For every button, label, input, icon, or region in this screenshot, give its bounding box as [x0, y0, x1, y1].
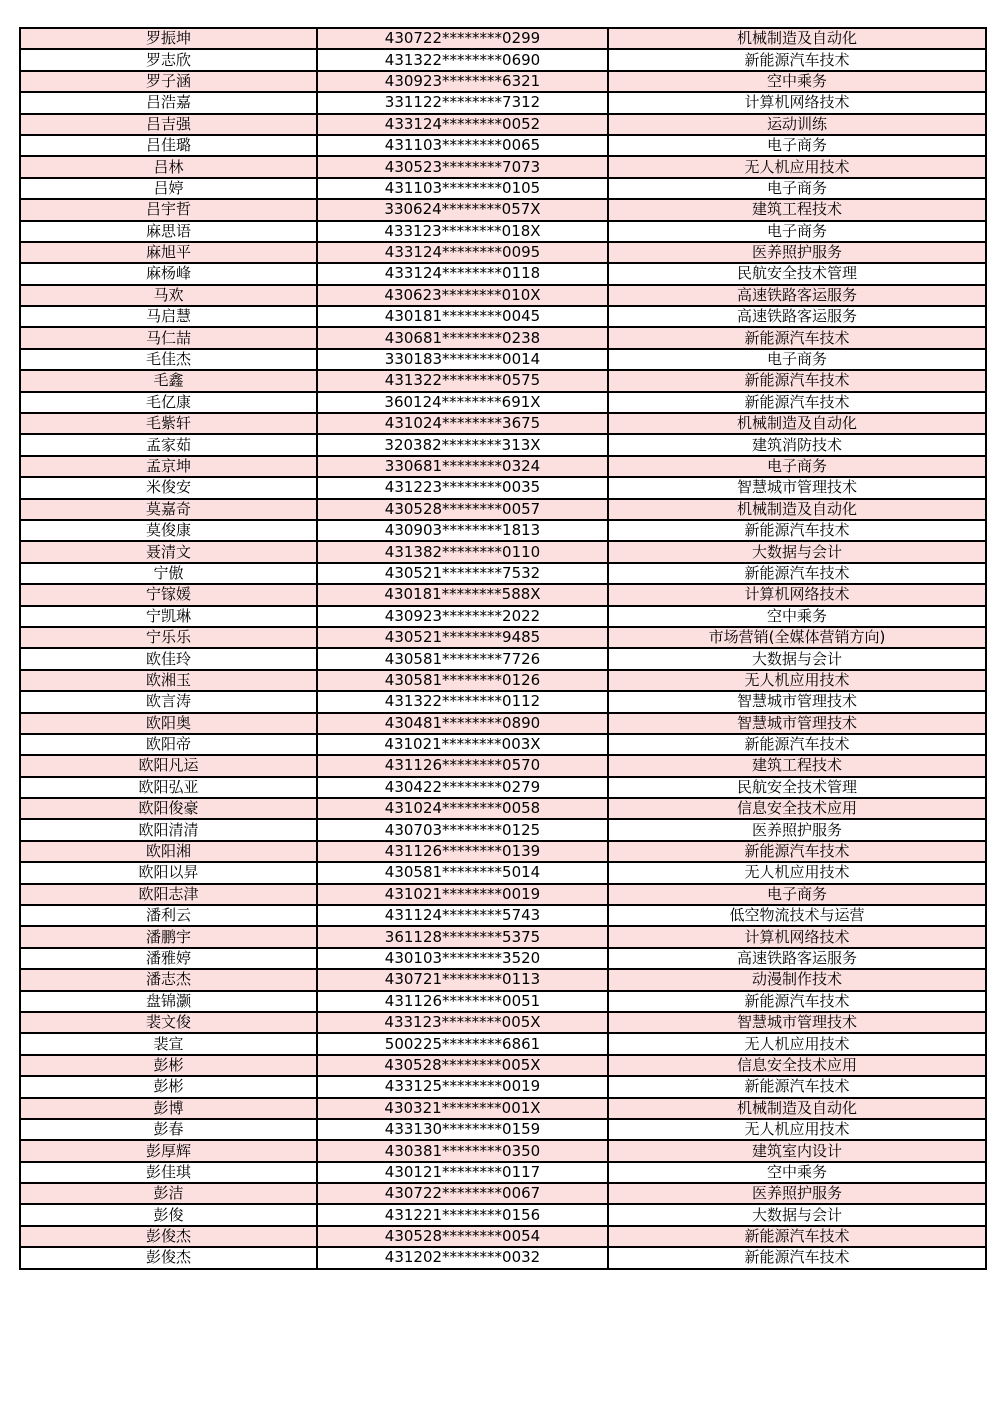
major-cell: 新能源汽车技术	[608, 327, 986, 348]
table-row	[20, 798, 986, 819]
major-cell: 空中乘务	[608, 1162, 986, 1183]
student-name-cell: 吕宇哲	[20, 199, 317, 220]
id-number-cell: 430481********0890	[317, 713, 608, 734]
id-number-cell: 431322********0690	[317, 49, 608, 70]
student-name-cell: 裴文俊	[20, 1012, 317, 1033]
table-row	[20, 1119, 986, 1140]
student-name-cell: 罗子涵	[20, 71, 317, 92]
id-number-cell: 430923********2022	[317, 606, 608, 627]
major-cell: 新能源汽车技术	[608, 991, 986, 1012]
major-cell: 动漫制作技术	[608, 969, 986, 990]
id-number-cell: 361128********5375	[317, 926, 608, 947]
student-name-cell: 欧阳奥	[20, 713, 317, 734]
id-number-cell: 430521********9485	[317, 627, 608, 648]
student-name-cell: 毛亿康	[20, 392, 317, 413]
major-cell: 新能源汽车技术	[608, 520, 986, 541]
table-row	[20, 627, 986, 648]
table-row	[20, 114, 986, 135]
major-cell: 计算机网络技术	[608, 92, 986, 113]
table-row	[20, 969, 986, 990]
student-name-cell: 欧阳凡运	[20, 755, 317, 776]
major-cell: 电子商务	[608, 456, 986, 477]
student-name-cell: 潘利云	[20, 905, 317, 926]
student-name-cell: 马欢	[20, 285, 317, 306]
table-row	[20, 520, 986, 541]
student-name-cell: 吕婷	[20, 178, 317, 199]
table-row	[20, 819, 986, 840]
student-name-cell: 吕浩嘉	[20, 92, 317, 113]
student-name-cell: 毛紫轩	[20, 413, 317, 434]
table-row	[20, 1076, 986, 1097]
major-cell: 大数据与会计	[608, 648, 986, 669]
student-name-cell: 潘鹏宇	[20, 926, 317, 947]
student-name-cell: 马仁喆	[20, 327, 317, 348]
id-number-cell: 430103********3520	[317, 948, 608, 969]
id-number-cell: 430321********001X	[317, 1098, 608, 1119]
id-number-cell: 430528********0057	[317, 499, 608, 520]
table-row	[20, 1162, 986, 1183]
major-cell: 大数据与会计	[608, 1204, 986, 1225]
id-number-cell: 430523********7073	[317, 156, 608, 177]
major-cell: 建筑消防技术	[608, 434, 986, 455]
student-name-cell: 欧阳清清	[20, 819, 317, 840]
student-name-cell: 吕林	[20, 156, 317, 177]
id-number-cell: 430721********0113	[317, 969, 608, 990]
id-number-cell: 330681********0324	[317, 456, 608, 477]
major-cell: 民航安全技术管理	[608, 777, 986, 798]
student-name-cell: 莫嘉奇	[20, 499, 317, 520]
major-cell: 计算机网络技术	[608, 926, 986, 947]
table-row	[20, 28, 986, 49]
major-cell: 机械制造及自动化	[608, 1098, 986, 1119]
table-row	[20, 841, 986, 862]
major-cell: 电子商务	[608, 349, 986, 370]
id-number-cell: 431202********0032	[317, 1247, 608, 1268]
major-cell: 无人机应用技术	[608, 156, 986, 177]
table-row	[20, 777, 986, 798]
table-row	[20, 263, 986, 284]
table-row	[20, 49, 986, 70]
table-row	[20, 1226, 986, 1247]
student-name-cell: 宁凯琳	[20, 606, 317, 627]
id-number-cell: 331122********7312	[317, 92, 608, 113]
id-number-cell: 500225********6861	[317, 1033, 608, 1054]
major-cell: 无人机应用技术	[608, 670, 986, 691]
student-name-cell: 彭彬	[20, 1076, 317, 1097]
student-name-cell: 米俊安	[20, 477, 317, 498]
major-cell: 建筑工程技术	[608, 755, 986, 776]
major-cell: 高速铁路客运服务	[608, 306, 986, 327]
id-number-cell: 431103********0065	[317, 135, 608, 156]
table-row	[20, 413, 986, 434]
id-number-cell: 431126********0570	[317, 755, 608, 776]
student-name-cell: 欧阳湘	[20, 841, 317, 862]
id-number-cell: 433124********0095	[317, 242, 608, 263]
table-row	[20, 71, 986, 92]
id-number-cell: 330624********057X	[317, 199, 608, 220]
id-number-cell: 430581********0126	[317, 670, 608, 691]
student-name-cell: 潘志杰	[20, 969, 317, 990]
table-row	[20, 392, 986, 413]
id-number-cell: 431021********003X	[317, 734, 608, 755]
major-cell: 电子商务	[608, 884, 986, 905]
id-number-cell: 433123********018X	[317, 221, 608, 242]
student-name-cell: 麻杨峰	[20, 263, 317, 284]
table-row	[20, 1140, 986, 1161]
major-cell: 无人机应用技术	[608, 862, 986, 883]
major-cell: 电子商务	[608, 135, 986, 156]
table-row	[20, 905, 986, 926]
table-row	[20, 948, 986, 969]
id-number-cell: 430722********0067	[317, 1183, 608, 1204]
student-name-cell: 欧言涛	[20, 691, 317, 712]
id-number-cell: 430722********0299	[317, 28, 608, 49]
student-name-cell: 彭俊	[20, 1204, 317, 1225]
student-name-cell: 欧阳俊豪	[20, 798, 317, 819]
student-name-cell: 盘锦灏	[20, 991, 317, 1012]
id-number-cell: 430381********0350	[317, 1140, 608, 1161]
table-row	[20, 242, 986, 263]
major-cell: 智慧城市管理技术	[608, 1012, 986, 1033]
student-name-cell: 彭春	[20, 1119, 317, 1140]
major-cell: 低空物流技术与运营	[608, 905, 986, 926]
major-cell: 信息安全技术应用	[608, 1055, 986, 1076]
table-row	[20, 135, 986, 156]
major-cell: 智慧城市管理技术	[608, 691, 986, 712]
id-number-cell: 431126********0139	[317, 841, 608, 862]
table-row	[20, 156, 986, 177]
student-name-cell: 罗志欣	[20, 49, 317, 70]
id-number-cell: 431223********0035	[317, 477, 608, 498]
major-cell: 新能源汽车技术	[608, 1247, 986, 1268]
major-cell: 新能源汽车技术	[608, 370, 986, 391]
table-row	[20, 734, 986, 755]
major-cell: 计算机网络技术	[608, 584, 986, 605]
id-number-cell: 360124********691X	[317, 392, 608, 413]
table-row	[20, 1183, 986, 1204]
student-name-cell: 聂清文	[20, 541, 317, 562]
id-number-cell: 320382********313X	[317, 434, 608, 455]
major-cell: 无人机应用技术	[608, 1033, 986, 1054]
student-name-cell: 彭佳琪	[20, 1162, 317, 1183]
student-name-cell: 宁镓媛	[20, 584, 317, 605]
student-name-cell: 彭厚辉	[20, 1140, 317, 1161]
id-number-cell: 431124********5743	[317, 905, 608, 926]
major-cell: 空中乘务	[608, 606, 986, 627]
table-row	[20, 456, 986, 477]
student-name-cell: 麻旭平	[20, 242, 317, 263]
student-name-cell: 欧佳玲	[20, 648, 317, 669]
id-number-cell: 431322********0575	[317, 370, 608, 391]
major-cell: 机械制造及自动化	[608, 413, 986, 434]
student-name-cell: 彭洁	[20, 1183, 317, 1204]
major-cell: 新能源汽车技术	[608, 49, 986, 70]
table-row	[20, 991, 986, 1012]
id-number-cell: 431126********0051	[317, 991, 608, 1012]
table-row	[20, 1055, 986, 1076]
major-cell: 新能源汽车技术	[608, 841, 986, 862]
student-name-cell: 欧阳以昇	[20, 862, 317, 883]
id-number-cell: 433124********0052	[317, 114, 608, 135]
student-name-cell: 宁乐乐	[20, 627, 317, 648]
id-number-cell: 433124********0118	[317, 263, 608, 284]
student-name-cell: 彭俊杰	[20, 1247, 317, 1268]
major-cell: 大数据与会计	[608, 541, 986, 562]
id-number-cell: 430528********005X	[317, 1055, 608, 1076]
table-row	[20, 1098, 986, 1119]
student-name-cell: 欧湘玉	[20, 670, 317, 691]
id-number-cell: 433130********0159	[317, 1119, 608, 1140]
major-cell: 新能源汽车技术	[608, 734, 986, 755]
major-cell: 新能源汽车技术	[608, 1226, 986, 1247]
id-number-cell: 430581********5014	[317, 862, 608, 883]
id-number-cell: 431024********3675	[317, 413, 608, 434]
major-cell: 空中乘务	[608, 71, 986, 92]
table-row	[20, 92, 986, 113]
table-row	[20, 648, 986, 669]
table-row	[20, 349, 986, 370]
major-cell: 高速铁路客运服务	[608, 948, 986, 969]
student-name-cell: 裴宣	[20, 1033, 317, 1054]
id-number-cell: 430703********0125	[317, 819, 608, 840]
student-name-cell: 麻思语	[20, 221, 317, 242]
table-row	[20, 884, 986, 905]
table-row	[20, 370, 986, 391]
id-number-cell: 430903********1813	[317, 520, 608, 541]
major-cell: 新能源汽车技术	[608, 392, 986, 413]
table-row	[20, 713, 986, 734]
student-roster-table	[19, 27, 987, 1270]
major-cell: 高速铁路客运服务	[608, 285, 986, 306]
student-name-cell: 欧阳志津	[20, 884, 317, 905]
id-number-cell: 431024********0058	[317, 798, 608, 819]
table-row	[20, 755, 986, 776]
major-cell: 新能源汽车技术	[608, 1076, 986, 1097]
student-name-cell: 孟家茹	[20, 434, 317, 455]
table-row	[20, 862, 986, 883]
major-cell: 电子商务	[608, 221, 986, 242]
table-row	[20, 1033, 986, 1054]
table-row	[20, 541, 986, 562]
major-cell: 机械制造及自动化	[608, 499, 986, 520]
table-row	[20, 499, 986, 520]
table-row	[20, 327, 986, 348]
table-row	[20, 670, 986, 691]
student-name-cell: 彭俊杰	[20, 1226, 317, 1247]
id-number-cell: 431322********0112	[317, 691, 608, 712]
table-row	[20, 584, 986, 605]
table-row	[20, 434, 986, 455]
table-row	[20, 477, 986, 498]
student-name-cell: 孟京坤	[20, 456, 317, 477]
id-number-cell: 430521********7532	[317, 563, 608, 584]
student-name-cell: 欧阳弘亚	[20, 777, 317, 798]
id-number-cell: 430181********0045	[317, 306, 608, 327]
major-cell: 运动训练	[608, 114, 986, 135]
student-name-cell: 罗振坤	[20, 28, 317, 49]
table-row	[20, 1012, 986, 1033]
table-row	[20, 1204, 986, 1225]
table-row	[20, 306, 986, 327]
id-number-cell: 430681********0238	[317, 327, 608, 348]
roster-table-body	[20, 28, 986, 1269]
table-row	[20, 563, 986, 584]
table-row	[20, 606, 986, 627]
major-cell: 智慧城市管理技术	[608, 713, 986, 734]
table-row	[20, 178, 986, 199]
id-number-cell: 430181********588X	[317, 584, 608, 605]
major-cell: 新能源汽车技术	[608, 563, 986, 584]
student-name-cell: 彭彬	[20, 1055, 317, 1076]
id-number-cell: 430923********6321	[317, 71, 608, 92]
table-row	[20, 926, 986, 947]
student-name-cell: 毛鑫	[20, 370, 317, 391]
major-cell: 医养照护服务	[608, 242, 986, 263]
id-number-cell: 431382********0110	[317, 541, 608, 562]
id-number-cell: 433123********005X	[317, 1012, 608, 1033]
student-name-cell: 潘雅婷	[20, 948, 317, 969]
table-row	[20, 199, 986, 220]
id-number-cell: 330183********0014	[317, 349, 608, 370]
student-name-cell: 吕吉强	[20, 114, 317, 135]
major-cell: 建筑室内设计	[608, 1140, 986, 1161]
id-number-cell: 433125********0019	[317, 1076, 608, 1097]
table-row	[20, 285, 986, 306]
major-cell: 信息安全技术应用	[608, 798, 986, 819]
major-cell: 市场营销(全媒体营销方向)	[608, 627, 986, 648]
major-cell: 民航安全技术管理	[608, 263, 986, 284]
major-cell: 建筑工程技术	[608, 199, 986, 220]
id-number-cell: 431021********0019	[317, 884, 608, 905]
student-name-cell: 宁傲	[20, 563, 317, 584]
student-name-cell: 彭博	[20, 1098, 317, 1119]
major-cell: 智慧城市管理技术	[608, 477, 986, 498]
id-number-cell: 430528********0054	[317, 1226, 608, 1247]
student-name-cell: 毛佳杰	[20, 349, 317, 370]
major-cell: 医养照护服务	[608, 819, 986, 840]
id-number-cell: 430581********7726	[317, 648, 608, 669]
id-number-cell: 430623********010X	[317, 285, 608, 306]
id-number-cell: 430422********0279	[317, 777, 608, 798]
major-cell: 机械制造及自动化	[608, 28, 986, 49]
major-cell: 电子商务	[608, 178, 986, 199]
table-row	[20, 691, 986, 712]
id-number-cell: 431103********0105	[317, 178, 608, 199]
id-number-cell: 431221********0156	[317, 1204, 608, 1225]
major-cell: 无人机应用技术	[608, 1119, 986, 1140]
major-cell: 医养照护服务	[608, 1183, 986, 1204]
table-row	[20, 221, 986, 242]
student-name-cell: 欧阳帝	[20, 734, 317, 755]
student-name-cell: 马启慧	[20, 306, 317, 327]
student-name-cell: 吕佳璐	[20, 135, 317, 156]
student-name-cell: 莫俊康	[20, 520, 317, 541]
table-row	[20, 1247, 986, 1268]
id-number-cell: 430121********0117	[317, 1162, 608, 1183]
